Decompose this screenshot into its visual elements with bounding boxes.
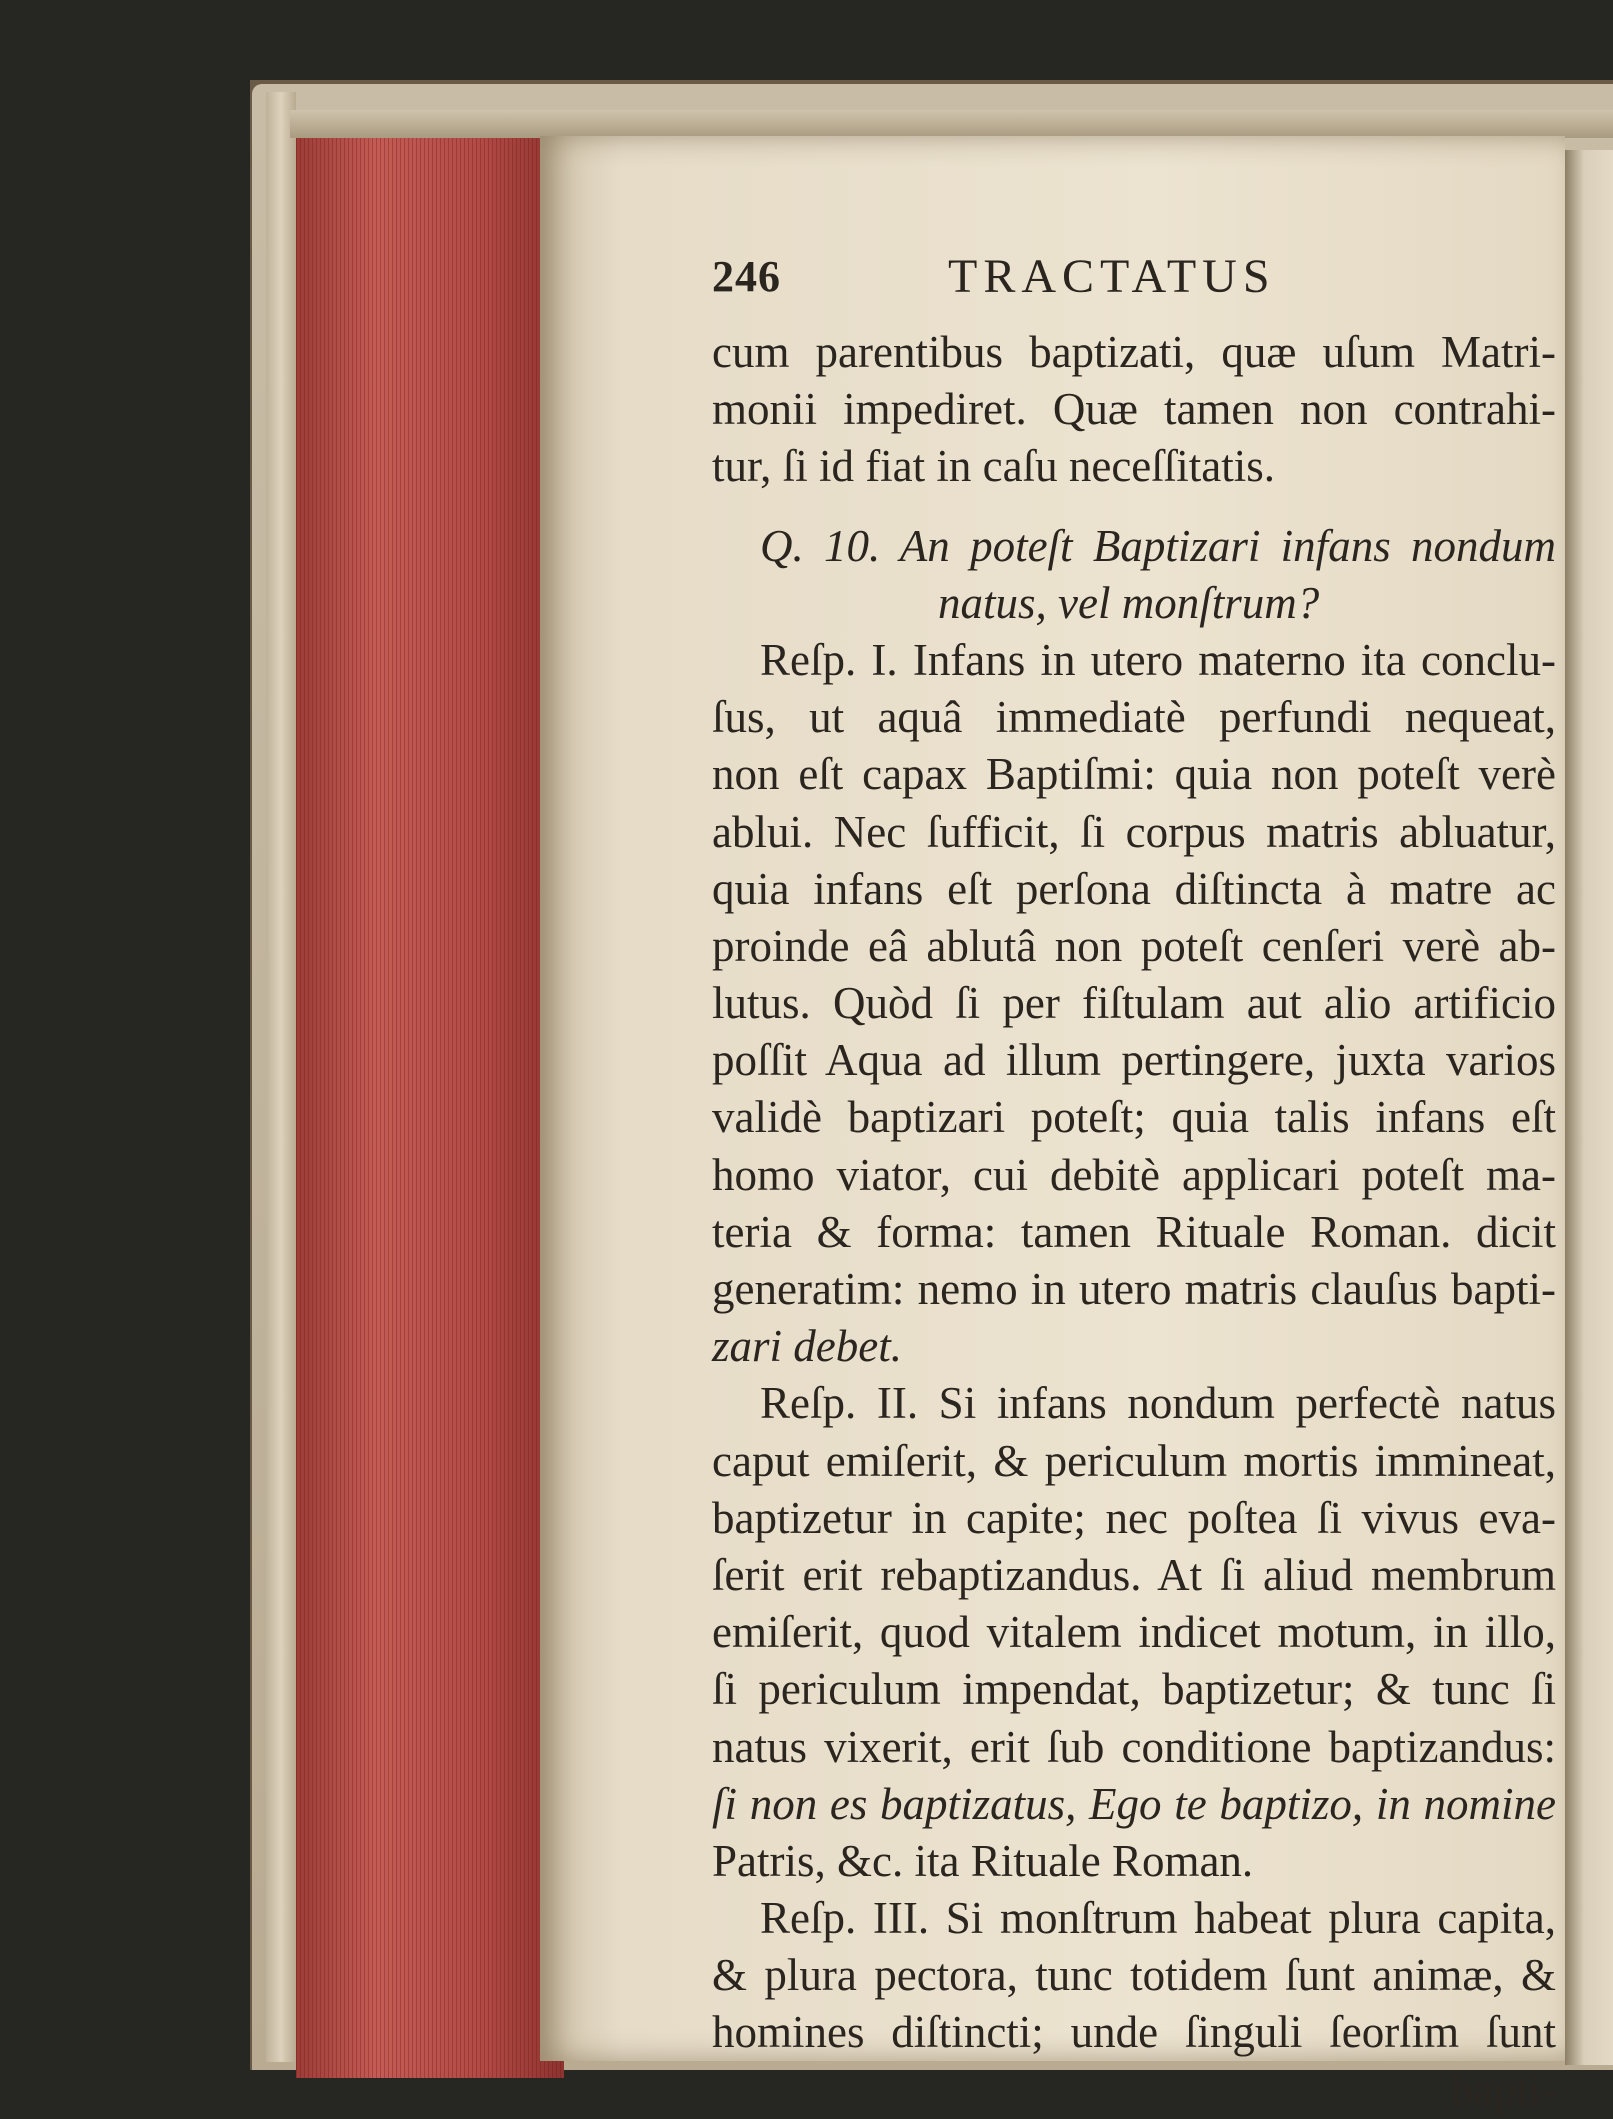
text-line: quia infans eſt perſona diſtincta à matre ac (712, 863, 1556, 914)
text-line: Reſp. II. Si infans nondum perfectè natus (760, 1378, 1556, 1429)
text-line: cum parentibus baptizati, quæ uſum Matri- (712, 327, 1556, 377)
facing-page-edge (1565, 150, 1613, 2065)
text-line: monii impediret. Quæ tamen non contrahi- (712, 384, 1556, 435)
text-line: ablui. Nec ſufficit, ſi corpus matris abluatur, (712, 806, 1556, 857)
text-line: caput emiſerit, & periculum mortis immineat, (712, 1435, 1556, 1486)
page-number: 246 (712, 252, 781, 301)
text-line: poſſit Aqua ad illum pertingere, juxta varios (712, 1035, 1556, 1086)
text-line: natus vixerit, erit ſub conditione baptizandus: (712, 1721, 1556, 1772)
page-text (712, 248, 1556, 2119)
red-page-edges (296, 118, 564, 2078)
text-line: bapti- (1451, 2064, 1556, 2115)
top-page-edge (290, 110, 1613, 138)
text-line: teria & forma: tamen Rituale Roman. dicit (712, 1206, 1556, 1257)
text-line: homo viator, cui debitè applicari poteſt ma- (712, 1149, 1556, 1200)
text-line: ſi non es baptizatus, Ego te baptizo, in nomine (712, 1778, 1556, 1829)
body-text (712, 324, 1556, 2119)
text-line: non eſt capax Baptiſmi: quia non poteſt verè (712, 749, 1556, 800)
text-line: tur, ſi id fiat in caſu neceſſitatis. (712, 441, 1276, 492)
text-line: ſi periculum impendat, baptizetur; & tunc ſi (712, 1664, 1556, 1715)
text-line: ſerit erit rebaptizandus. At ſi aliud membrum (712, 1549, 1556, 1600)
text-line: zari debet. (712, 1321, 902, 1372)
text-line: Reſp. I. Infans in utero materno ita conclu- (760, 634, 1556, 685)
text-line: Q. 10. An poteſt Baptizari infans nondum (760, 520, 1556, 571)
text-line: emiſerit, quod vitalem indicet motum, in illo, (712, 1607, 1556, 1658)
text-line: Reſp. III. Si monſtrum habeat plura capita, (760, 1893, 1556, 1944)
text-line: proinde eâ ablutâ non poteſt cenſeri verè ab- (712, 920, 1556, 971)
page-header (712, 248, 1556, 324)
text-line: ſus, ut aquâ immediatè perfundi nequeat, (712, 692, 1556, 743)
text-line: Patris, &c. ita Rituale Roman. (712, 1835, 1254, 1886)
text-line: natus, vel monſtrum? (938, 577, 1320, 628)
text-line: validè baptizari poteſt; quia talis infans eſt (712, 1092, 1556, 1143)
text-line: homines diſtincti; unde ſinguli ſeorſim ſunt (712, 2007, 1556, 2058)
text-line: lutus. Quòd ſi per fiſtulam aut alio artificio (712, 978, 1556, 1029)
binding-strip (266, 92, 296, 2062)
text-line: baptizetur in capite; nec poſtea ſi vivus eva- (712, 1492, 1556, 1543)
running-title: TRACTATUS (948, 250, 1276, 303)
text-line: generatim: nemo in utero matris clauſus bapti- (712, 1264, 1556, 1314)
text-line: & plura pectora, tunc totidem ſunt animæ, & (712, 1950, 1556, 2001)
